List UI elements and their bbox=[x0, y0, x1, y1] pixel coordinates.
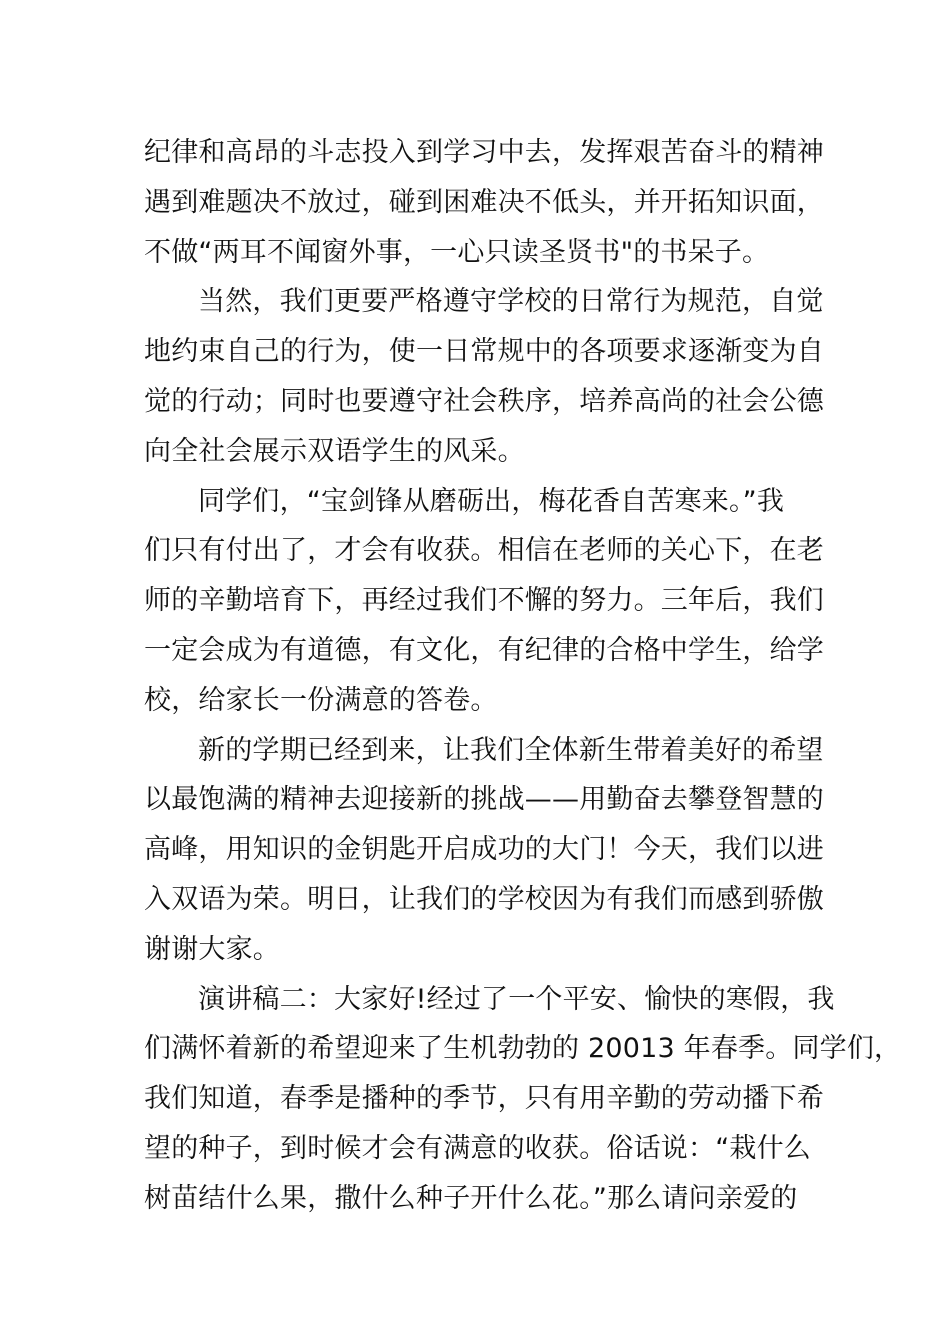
paragraph-first-line: 同学们，“宝剑锋从磨砺出，梅花香自苦寒来。”我 bbox=[198, 485, 785, 517]
text-line: 树苗结什么果，撒什么种子开什么花。”那么请问亲爱的 bbox=[144, 1182, 798, 1214]
text-line: 望的种子，到时候才会有满意的收获。俗话说：“栽什么 bbox=[144, 1132, 811, 1164]
paragraph-first-line: 当然，我们更要严格遵守学校的日常行为规范，自觉 bbox=[198, 286, 824, 318]
text-line: 向全社会展示双语学生的风采。 bbox=[144, 435, 525, 467]
text-line: 高峰，用知识的金钥匙开启成功的大门！今天，我们以进 bbox=[144, 834, 824, 866]
text-line: 不做“两耳不闻窗外事，一心只读圣贤书"的书呆子。 bbox=[144, 236, 770, 268]
text-line: 以最饱满的精神去迎接新的挑战——用勤奋去攀登智慧的 bbox=[144, 784, 824, 816]
text-line: 们只有付出了，才会有收获。相信在老师的关心下，在老 bbox=[144, 535, 824, 567]
text-line: 纪律和高昂的斗志投入到学习中去，发挥艰苦奋斗的精神 bbox=[144, 137, 824, 168]
text-line: 地约束自己的行为，使一日常规中的各项要求逐渐变为自 bbox=[144, 336, 824, 368]
text-line: 一定会成为有道德，有文化，有纪律的合格中学生，给学 bbox=[144, 634, 824, 666]
text-line: 遇到难题决不放过，碰到困难决不低头，并开拓知识面， bbox=[144, 186, 824, 218]
paragraph-first-line: 新的学期已经到来，让我们全体新生带着美好的希望 bbox=[198, 734, 824, 766]
text-line: 觉的行动；同时也要遵守社会秩序，培养高尚的社会公德 bbox=[144, 385, 824, 417]
text-line: 我们知道，春季是播种的季节，只有用辛勤的劳动播下希 bbox=[144, 1083, 824, 1115]
text-line: 谢谢大家。 bbox=[144, 933, 280, 965]
text-line: 入双语为荣。明日，让我们的学校因为有我们而感到骄傲 bbox=[144, 883, 824, 915]
document-body-text bbox=[144, 128, 902, 1224]
text-line: 们满怀着新的希望迎来了生机勃勃的 20013 年春季。同学们， bbox=[144, 1033, 902, 1065]
text-line: 师的辛勤培育下，再经过我们不懈的努力。三年后，我们 bbox=[144, 585, 824, 617]
text-line: 校，给家长一份满意的答卷。 bbox=[144, 684, 498, 716]
paragraph-first-line: 演讲稿二：大家好!经过了一个平安、愉快的寒假，我 bbox=[198, 983, 835, 1015]
